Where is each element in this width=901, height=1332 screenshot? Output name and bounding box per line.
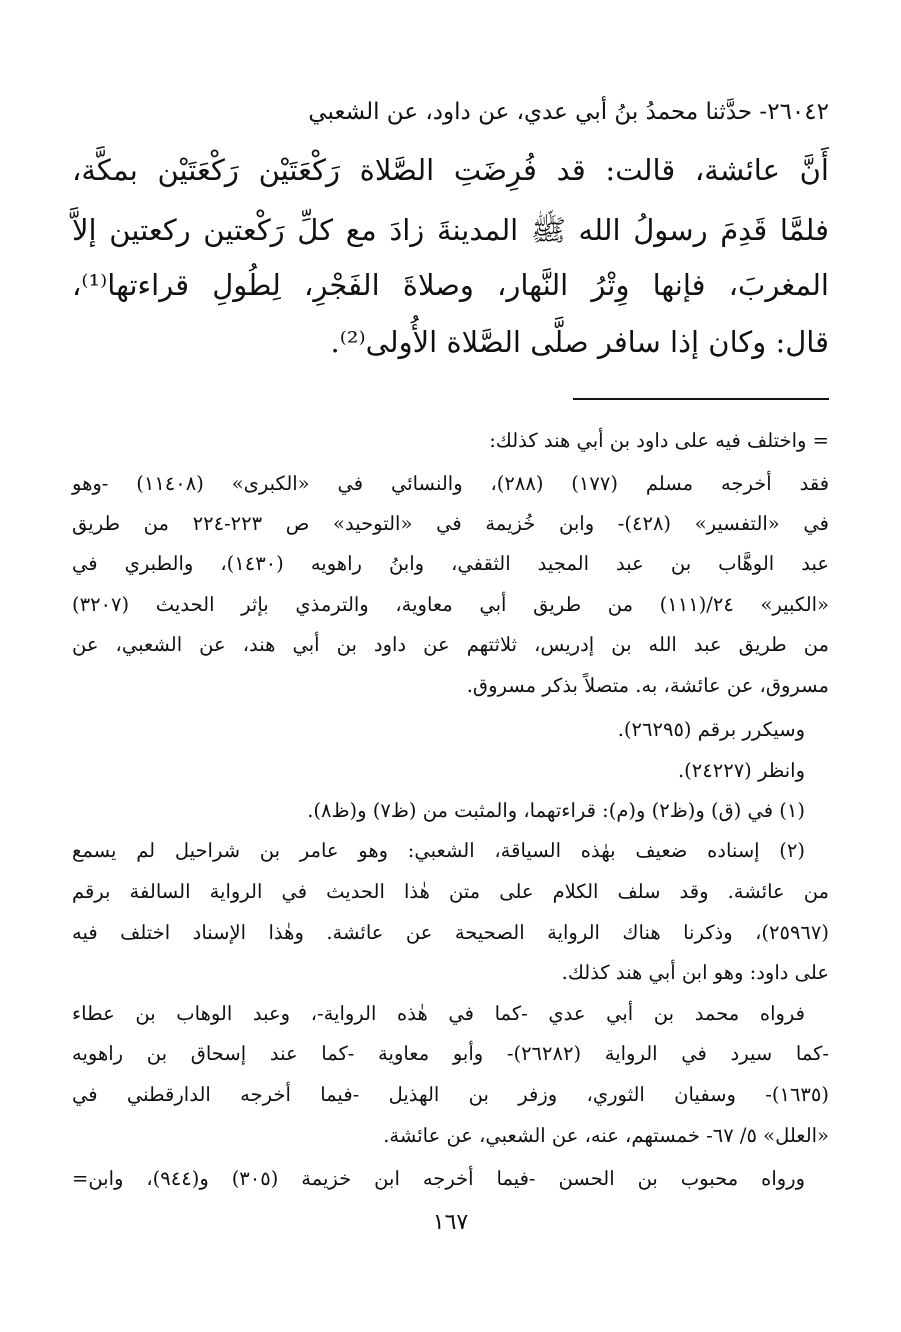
footnote-1: (١) في (ق) و(ظ٢) و(م): قراءتهما، والمثبت من (ظ٧) و(ظ٨). bbox=[307, 799, 805, 822]
footnote-line: (١٦٣٥)- وسفيان الثوري، وزفر بن الهذيل -فيما أخرجه الدارقطني في bbox=[72, 1083, 829, 1106]
footnote-line: وانظر (٢٤٢٢٧). bbox=[677, 759, 805, 782]
footnote-line: من طريق عبد الله بن إدريس، ثلاثتهم عن داود بن أبي هند، عن الشعبي، عن bbox=[72, 633, 829, 656]
footnote-line: = واختلف فيه على داود بن أبي هند كذلك: bbox=[489, 429, 829, 452]
footnote-line: -كما سيرد في الرواية (٢٦٢٨٢)- وأبو معاوية -كما عند إسحاق بن راهويه bbox=[72, 1042, 829, 1065]
footnote-line: ورواه محبوب بن الحسن -فيما أخرجه ابن خزيمة (٣٠٥) و(٩٤٤)، وابن= bbox=[72, 1167, 805, 1190]
footnote-line: عبد الوهَّاب بن عبد المجيد الثقفي، وابنُ راهويه (١٤٣٠)، والطبري في bbox=[72, 552, 830, 575]
footnote-line: وسيكرر برقم (٢٦٢٩٥). bbox=[617, 718, 805, 741]
hadith-line: قال: وكان إذا سافر صلَّى الصَّلاة الأُولى⁽²⁾. bbox=[330, 325, 829, 359]
footnote-line: فرواه محمد بن أبي عدي -كما في هٰذه الرواية-، وعبد الوهاب بن عطاء bbox=[72, 1002, 805, 1025]
footnote-line: من عائشة. وقد سلف الكلام على متن هٰذا الحديث في الرواية السالفة برقم bbox=[72, 880, 829, 903]
footnote-2: (٢) إسناده ضعيف بهٰذه السياقة، الشعبي: وهو عامر بن شراحيل لم يسمع bbox=[72, 839, 805, 862]
footnote-line: على داود: وهو ابن أبي هند كذلك. bbox=[561, 961, 829, 984]
footnote-line: مسروق، عن عائشة، به. متصلاً بذكر مسروق. bbox=[466, 674, 829, 697]
footnote-line: فقد أخرجه مسلم (١٧٧) (٢٨٨)، والنسائي في «الكبرى» (١١٤٠٨) -وهو bbox=[72, 472, 830, 495]
footnote-separator bbox=[573, 398, 829, 400]
footnote-line: (٢٥٩٦٧)، وذكرنا هناك الرواية الصحيحة عن عائشة. وهٰذا الإسناد اختلف فيه bbox=[72, 921, 829, 944]
page-number: ١٦٧ bbox=[432, 1210, 469, 1235]
footnote-line: «الكبير» ٢٤/(١١١) من طريق أبي معاوية، والترمذي بإثر الحديث (٣٢٠٧) bbox=[72, 593, 829, 616]
footnote-line: «العلل» ٥/ ٦٧- خمستهم، عنه، عن الشعبي، عن عائشة. bbox=[383, 1124, 829, 1147]
hadith-line: فلمَّا قَدِمَ رسولُ الله ﷺ المدينةَ زادَ مع كلِّ رَكْعتين ركعتين إلاَّ bbox=[72, 213, 829, 247]
hadith-header: ٢٦٠٤٢- حدَّثنا محمدُ بنُ أبي عدي، عن داود، عن الشعبي bbox=[308, 99, 829, 125]
footnote-line: في «التفسير» (٤٢٨)- وابن خُزيمة في «التوحيد» ص ٢٢٣-٢٢٤ من طريق bbox=[72, 512, 829, 535]
hadith-line: أَنَّ عائشة، قالت: قد فُرِضَتِ الصَّلاة رَكْعَتَيْن رَكْعَتَيْن بمكَّة، bbox=[72, 153, 829, 187]
hadith-line: المغربَ، فإنها وِتْرُ النَّهار، وصلاةَ الفَجْرِ، لِطُولِ قراءتها⁽¹⁾، bbox=[72, 268, 829, 302]
